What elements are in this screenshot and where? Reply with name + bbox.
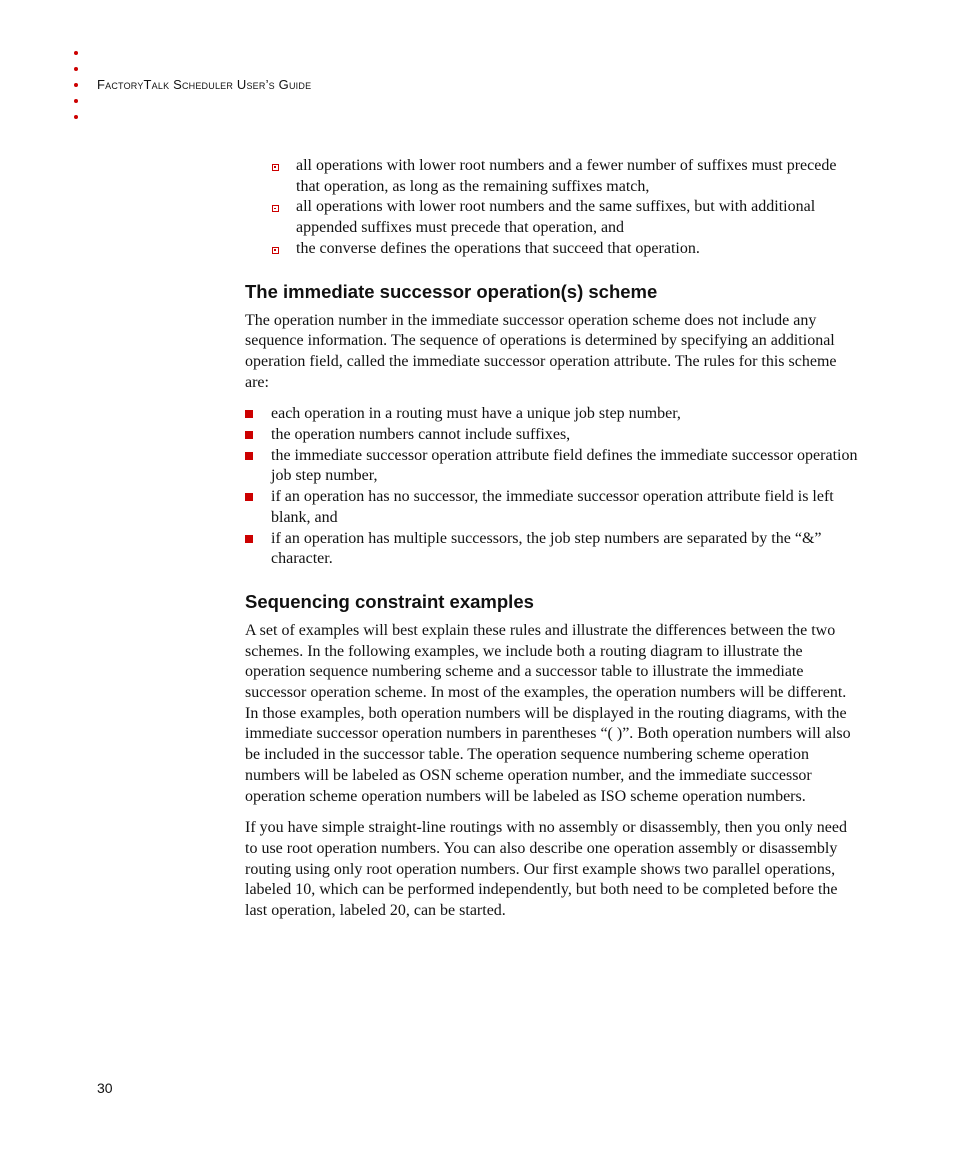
list-item [245,446,860,487]
list-item-text: all operations with lower root numbers and the same suffixes, but with additional appended suffixes must precede that operation, and [296,198,816,237]
margin-dot [74,51,78,55]
list-item-text: the converse defines the operations that succeed that operation. [296,239,700,257]
hollow-square-bullet-icon [272,205,279,212]
list-item-text: the immediate successor operation attribute field defines the immediate successor operation job step number, [271,446,858,485]
body-paragraph: If you have simple straight-line routings with no assembly or disassembly, then you only need to use root operation numbers. You can also describe one operation assembly or disassembly routing using only root operation numbers. Our first example shows two parallel operations, labeled 10, which can be performed independently, but both need to be completed before the last operation, labeled 20, can be started. [245,819,847,920]
sub-bullet-list [270,156,860,260]
margin-dot [74,99,78,103]
list-item-text: if an operation has multiple successors, the job step numbers are separated by the “&” character. [271,529,822,568]
list-item [245,529,860,570]
body-paragraph: The operation number in the immediate successor operation scheme does not include any sequence information. The sequence of operations is determined by specifying an additional operation field, called the immediate successor operation attribute. The rules for this scheme are: [245,311,837,391]
square-bullet-icon [245,452,253,460]
list-item-text: the operation numbers cannot include suffixes, [271,426,571,444]
list-item [270,197,860,238]
square-bullet-icon [245,493,253,501]
margin-dot [74,83,78,87]
list-item [245,404,860,425]
page-content [245,156,860,933]
list-item [245,487,860,528]
list-item [270,239,860,260]
margin-dot [74,115,78,119]
margin-dot [74,67,78,71]
hollow-square-bullet-icon [272,247,279,254]
square-bullet-icon [245,410,253,418]
list-item-text: each operation in a routing must have a unique job step number, [271,405,681,423]
body-paragraph: A set of examples will best explain these rules and illustrate the differences between the two schemes. In the following examples, we include both a routing diagram to illustrate the operation sequence numbering scheme and a successor table to illustrate the immediate successor operation scheme. In most of the examples, the operation numbers will be different. In those examples, both operation numbers will be displayed in the routing diagrams, with the immediate successor operation numbers in parentheses “( )”. Both operation numbers will also be included in the successor table. The operation sequence numbering scheme operation numbers will be labeled as OSN scheme operation number, and the immediate successor operation scheme operation numbers will be labeled as ISO scheme operation numbers. [245,621,851,805]
list-item [245,425,860,446]
list-item-text: all operations with lower root numbers and a fewer number of suffixes must precede that operation, as long as the remaining suffixes match, [296,157,837,195]
list-item-text: if an operation has no successor, the immediate successor operation attribute field is left blank, and [271,488,834,526]
section-heading: Sequencing constraint examples [245,590,534,612]
running-head: FactoryTalk Scheduler User’s Guide [97,77,312,92]
bullet-list [245,404,860,570]
square-bullet-icon [245,431,253,439]
square-bullet-icon [245,535,253,543]
section-heading: The immediate successor operation(s) scheme [245,280,658,302]
list-item [270,156,860,197]
hollow-square-bullet-icon [272,164,279,171]
page-number: 30 [97,1080,113,1096]
